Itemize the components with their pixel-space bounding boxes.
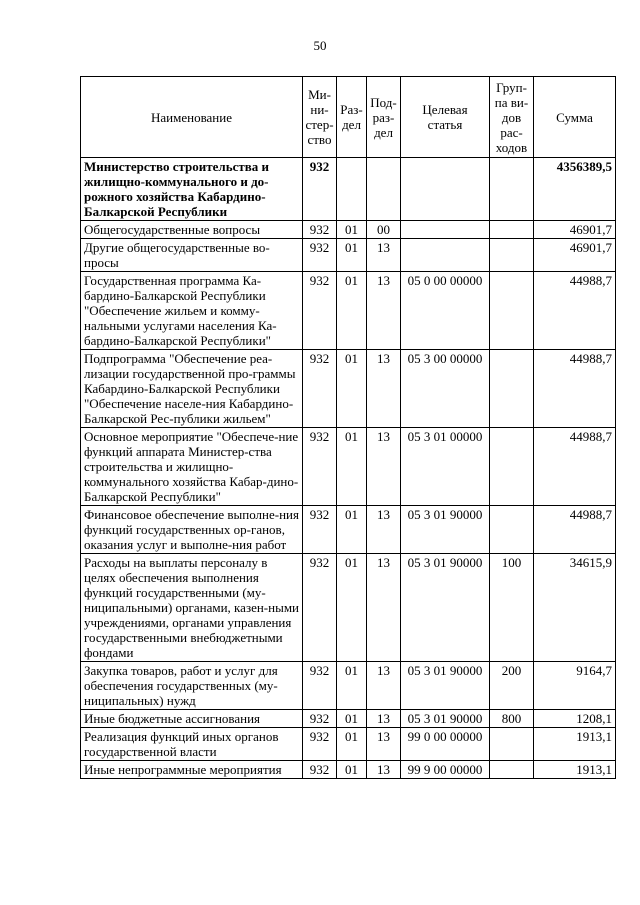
table-row bbox=[81, 272, 616, 350]
cell-name: Государственная программа Ка-бардино-Балкарской Республики "Обеспечение жильем и комму-нальными услугами населения Ка-бардино-Балкарской Республики" bbox=[81, 272, 303, 350]
cell-section: 01 bbox=[337, 554, 367, 662]
cell-name: Основное мероприятие "Обеспече-ние функций аппарата Министер-ства строительства и жилищно-коммунального хозяйства Кабар-дино-Балкарской Республики" bbox=[81, 428, 303, 506]
cell-subsection: 13 bbox=[367, 728, 401, 761]
cell-name: Подпрограмма "Обеспечение реа-лизации государственной про-граммы Кабардино-Балкарской Республики "Обеспечение населе-ния Кабардино-Балкарской Рес-публики жильем" bbox=[81, 350, 303, 428]
cell-group bbox=[490, 350, 534, 428]
table-header-row bbox=[81, 77, 616, 158]
cell-subsection: 13 bbox=[367, 761, 401, 779]
cell-section: 01 bbox=[337, 761, 367, 779]
cell-target: 99 9 00 00000 bbox=[401, 761, 490, 779]
cell-group bbox=[490, 428, 534, 506]
header-section: Раз- дел bbox=[337, 77, 367, 158]
cell-sum: 4356389,5 bbox=[534, 158, 616, 221]
cell-ministry: 932 bbox=[303, 350, 337, 428]
page-number: 50 bbox=[313, 38, 327, 53]
cell-target bbox=[401, 158, 490, 221]
cell-group bbox=[490, 506, 534, 554]
cell-section: 01 bbox=[337, 239, 367, 272]
cell-sum: 44988,7 bbox=[534, 272, 616, 350]
cell-subsection: 13 bbox=[367, 239, 401, 272]
cell-name: Закупка товаров, работ и услуг для обеспечения государственных (му-ниципальных) нужд bbox=[81, 662, 303, 710]
cell-subsection bbox=[367, 158, 401, 221]
table-row bbox=[81, 506, 616, 554]
budget-table bbox=[80, 76, 616, 779]
cell-target: 05 3 01 90000 bbox=[401, 554, 490, 662]
cell-name: Иные бюджетные ассигнования bbox=[81, 710, 303, 728]
cell-section: 01 bbox=[337, 428, 367, 506]
table-row bbox=[81, 761, 616, 779]
table-row bbox=[81, 554, 616, 662]
table-row bbox=[81, 158, 616, 221]
cell-group bbox=[490, 158, 534, 221]
cell-sum: 46901,7 bbox=[534, 239, 616, 272]
cell-group bbox=[490, 728, 534, 761]
cell-subsection: 13 bbox=[367, 662, 401, 710]
cell-ministry: 932 bbox=[303, 662, 337, 710]
header-sum: Сумма bbox=[534, 77, 616, 158]
cell-ministry: 932 bbox=[303, 710, 337, 728]
cell-sum: 9164,7 bbox=[534, 662, 616, 710]
cell-subsection: 13 bbox=[367, 350, 401, 428]
cell-section: 01 bbox=[337, 728, 367, 761]
cell-group: 800 bbox=[490, 710, 534, 728]
cell-name: Министерство строительства и жилищно-коммунального и до-рожного хозяйства Кабардино-Балкарской Республики bbox=[81, 158, 303, 221]
cell-subsection: 13 bbox=[367, 710, 401, 728]
cell-target: 05 3 01 90000 bbox=[401, 506, 490, 554]
cell-ministry: 932 bbox=[303, 728, 337, 761]
cell-name: Расходы на выплаты персоналу в целях обеспечения выполнения функций государственными (му-ниципальными) органами, казен-ными учреждениями, органами управления государственными внебюджетными фондами bbox=[81, 554, 303, 662]
cell-target: 05 3 01 90000 bbox=[401, 710, 490, 728]
cell-sum: 46901,7 bbox=[534, 221, 616, 239]
header-ministry: Ми- ни- стер- ство bbox=[303, 77, 337, 158]
cell-group: 100 bbox=[490, 554, 534, 662]
cell-ministry: 932 bbox=[303, 506, 337, 554]
cell-ministry: 932 bbox=[303, 158, 337, 221]
cell-subsection: 13 bbox=[367, 428, 401, 506]
table-row bbox=[81, 728, 616, 761]
table-row bbox=[81, 710, 616, 728]
cell-group bbox=[490, 221, 534, 239]
cell-subsection: 00 bbox=[367, 221, 401, 239]
cell-target: 05 0 00 00000 bbox=[401, 272, 490, 350]
cell-ministry: 932 bbox=[303, 221, 337, 239]
cell-section: 01 bbox=[337, 272, 367, 350]
cell-sum: 44988,7 bbox=[534, 428, 616, 506]
table-body bbox=[81, 158, 616, 779]
cell-section: 01 bbox=[337, 350, 367, 428]
cell-section: 01 bbox=[337, 221, 367, 239]
cell-sum: 1913,1 bbox=[534, 728, 616, 761]
cell-name: Иные непрограммные мероприятия bbox=[81, 761, 303, 779]
cell-ministry: 932 bbox=[303, 272, 337, 350]
cell-name: Другие общегосударственные во-просы bbox=[81, 239, 303, 272]
cell-subsection: 13 bbox=[367, 506, 401, 554]
cell-target: 99 0 00 00000 bbox=[401, 728, 490, 761]
cell-section: 01 bbox=[337, 710, 367, 728]
cell-target: 05 3 01 00000 bbox=[401, 428, 490, 506]
cell-name: Финансовое обеспечение выполне-ния функций государственных ор-ганов, оказания услуг и выполне-ния работ bbox=[81, 506, 303, 554]
table-row bbox=[81, 350, 616, 428]
cell-section: 01 bbox=[337, 506, 367, 554]
cell-name: Реализация функций иных органов государственной власти bbox=[81, 728, 303, 761]
cell-ministry: 932 bbox=[303, 239, 337, 272]
cell-name: Общегосударственные вопросы bbox=[81, 221, 303, 239]
cell-sum: 1208,1 bbox=[534, 710, 616, 728]
table-row bbox=[81, 662, 616, 710]
header-group: Груп- па ви- дов рас- ходов bbox=[490, 77, 534, 158]
cell-section bbox=[337, 158, 367, 221]
cell-subsection: 13 bbox=[367, 554, 401, 662]
cell-sum: 1913,1 bbox=[534, 761, 616, 779]
header-subsection: Под- раз- дел bbox=[367, 77, 401, 158]
cell-group: 200 bbox=[490, 662, 534, 710]
cell-sum: 34615,9 bbox=[534, 554, 616, 662]
cell-group bbox=[490, 272, 534, 350]
cell-ministry: 932 bbox=[303, 761, 337, 779]
table-row bbox=[81, 221, 616, 239]
cell-target bbox=[401, 221, 490, 239]
cell-section: 01 bbox=[337, 662, 367, 710]
cell-target: 05 3 01 90000 bbox=[401, 662, 490, 710]
cell-target: 05 3 00 00000 bbox=[401, 350, 490, 428]
header-name: Наименование bbox=[81, 77, 303, 158]
cell-sum: 44988,7 bbox=[534, 506, 616, 554]
header-target: Целевая статья bbox=[401, 77, 490, 158]
table-row bbox=[81, 239, 616, 272]
cell-target bbox=[401, 239, 490, 272]
cell-group bbox=[490, 761, 534, 779]
cell-group bbox=[490, 239, 534, 272]
cell-ministry: 932 bbox=[303, 554, 337, 662]
cell-subsection: 13 bbox=[367, 272, 401, 350]
cell-sum: 44988,7 bbox=[534, 350, 616, 428]
table-row bbox=[81, 428, 616, 506]
cell-ministry: 932 bbox=[303, 428, 337, 506]
